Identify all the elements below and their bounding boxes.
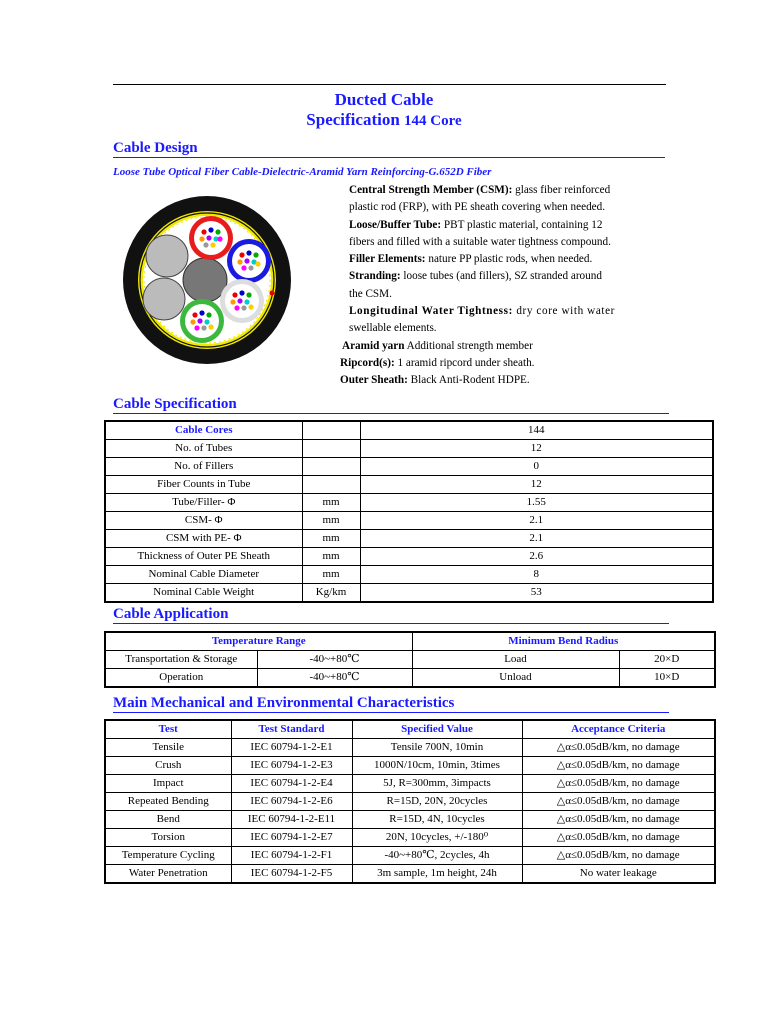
mech-cell: Tensile 700N, 10min xyxy=(352,739,522,757)
spec-value-cell: 2.1 xyxy=(360,512,713,530)
spec-value-cell: 2.1 xyxy=(360,530,713,548)
mech-cell: Torsion xyxy=(105,829,231,847)
spec-value-cell: 8 xyxy=(360,566,713,584)
mech-cell: IEC 60794-1-2-E4 xyxy=(231,775,352,793)
section-cable-design: Cable Design xyxy=(113,140,665,158)
mech-cell: R=15D, 20N, 20cycles xyxy=(352,793,522,811)
spec-param-cell: Tube/Filler- Φ xyxy=(105,494,302,512)
table-row xyxy=(105,566,713,584)
table-row xyxy=(105,829,715,847)
mech-cell: Water Penetration xyxy=(105,865,231,884)
desc-water-tightness: Longitudinal Water Tightness: dry core with water xyxy=(349,305,616,318)
header-temperature-range: Temperature Range xyxy=(105,632,412,651)
table-row xyxy=(105,757,715,775)
spec-unit-cell: Kg/km xyxy=(302,584,360,603)
table-row xyxy=(105,476,713,494)
mech-cell: IEC 60794-1-2-E11 xyxy=(231,811,352,829)
mech-cell: Bend xyxy=(105,811,231,829)
desc-stranding: Stranding: loose tubes (and fillers), SZ stranded around xyxy=(349,270,602,283)
table-row xyxy=(105,530,713,548)
spec-param-cell: No. of Fillers xyxy=(105,458,302,476)
mech-cell: IEC 60794-1-2-E1 xyxy=(231,739,352,757)
spec-value-cell: 12 xyxy=(360,476,713,494)
page-title: Ducted Cable xyxy=(334,90,434,109)
desc-csm: Central Strength Member (CSM): glass fiber reinforced xyxy=(349,184,611,196)
table-row xyxy=(105,494,713,512)
spec-unit-cell xyxy=(302,421,360,440)
mech-cell: Tensile xyxy=(105,739,231,757)
spec-param-cell: Cable Cores xyxy=(105,421,302,440)
mech-cell: Repeated Bending xyxy=(105,793,231,811)
header-specified-value: Specified Value xyxy=(352,720,522,739)
spec-param-cell: Nominal Cable Weight xyxy=(105,584,302,603)
application-header-row xyxy=(105,632,715,651)
mech-cell: -40~+80℃, 2cycles, 4h xyxy=(352,847,522,865)
spec-param-cell: No. of Tubes xyxy=(105,440,302,458)
header-test: Test xyxy=(105,720,231,739)
table-row xyxy=(105,811,715,829)
table-row xyxy=(105,793,715,811)
spec-unit-cell xyxy=(302,440,360,458)
desc-outer-sheath: Outer Sheath: Black Anti-Rodent HDPE. xyxy=(340,374,530,387)
mech-cell: Temperature Cycling xyxy=(105,847,231,865)
mech-cell: △α≤0.05dB/km, no damage xyxy=(522,793,715,811)
header-rule xyxy=(113,84,666,85)
desc-filler: Filler Elements: nature PP plastic rods, when needed. xyxy=(349,253,593,266)
spec-param-cell: CSM with PE- Φ xyxy=(105,530,302,548)
desc-aramid: Aramid yarn Additional strength member xyxy=(342,339,533,352)
mechanical-table xyxy=(104,719,716,884)
mech-cell: IEC 60794-1-2-F1 xyxy=(231,847,352,865)
spec-unit-cell: mm xyxy=(302,494,360,512)
header-acceptance-criteria: Acceptance Criteria xyxy=(522,720,715,739)
section-mechanical-characteristics: Main Mechanical and Environmental Characteristics xyxy=(113,695,669,713)
desc-buffer-tube: Loose/Buffer Tube: PBT plastic material, containing 12 xyxy=(349,218,603,231)
mech-cell: R=15D, 4N, 10cycles xyxy=(352,811,522,829)
spec-value-cell: 1.55 xyxy=(360,494,713,512)
header-test-standard: Test Standard xyxy=(231,720,352,739)
table-row xyxy=(105,584,713,603)
spec-value-cell: 0 xyxy=(360,458,713,476)
spec-unit-cell: mm xyxy=(302,512,360,530)
mech-cell: 1000N/10cm, 10min, 3times xyxy=(352,757,522,775)
spec-param-cell: Fiber Counts in Tube xyxy=(105,476,302,494)
spec-unit-cell: mm xyxy=(302,530,360,548)
table-row xyxy=(105,847,715,865)
spec-value-cell: 144 xyxy=(360,421,713,440)
spec-param-cell: Thickness of Outer PE Sheath xyxy=(105,548,302,566)
spec-param-cell: CSM- Φ xyxy=(105,512,302,530)
spec-value-cell: 12 xyxy=(360,440,713,458)
mech-cell: Impact xyxy=(105,775,231,793)
mech-cell: △α≤0.05dB/km, no damage xyxy=(522,775,715,793)
design-description: Central Strength Member (CSM): glass fiber reinforced plastic rod (FRP), with PE sheath covering when needed. Loose/Buffer Tube: PBT plastic material, containing 12 fibers and filled with a suitable water tightness compound. Filler Elements: nature PP plastic rods, when needed. Stranding: loose tubes (and fillers), SZ stranded around the CSM. Longitudinal Water Tightness: dry core with water swellable elements. Aramid yarn Additional strength member Ripcord(s): 1 aramid ripcord under sheath. Outer Sheath: Black Anti-Rodent HDPE. xyxy=(349,182,679,390)
header-min-bend-radius: Minimum Bend Radius xyxy=(412,632,715,651)
mech-cell: △α≤0.05dB/km, no damage xyxy=(522,757,715,775)
spec-value-cell: 53 xyxy=(360,584,713,603)
mech-cell: No water leakage xyxy=(522,865,715,884)
page-subtitle: Specification 144 Core xyxy=(306,110,462,129)
mech-cell: △α≤0.05dB/km, no damage xyxy=(522,811,715,829)
table-row xyxy=(105,458,713,476)
mech-cell: △α≤0.05dB/km, no damage xyxy=(522,847,715,865)
spec-table xyxy=(104,420,714,603)
table-row xyxy=(105,440,713,458)
mech-cell: IEC 60794-1-2-F5 xyxy=(231,865,352,884)
spec-param-cell: Nominal Cable Diameter xyxy=(105,566,302,584)
spec-value-cell: 2.6 xyxy=(360,548,713,566)
spec-unit-cell: mm xyxy=(302,566,360,584)
application-table xyxy=(104,631,716,688)
design-subtitle: Loose Tube Optical Fiber Cable-Dielectric-Aramid Yarn Reinforcing-G.652D Fiber xyxy=(113,166,492,178)
desc-ripcord: Ripcord(s): 1 aramid ripcord under sheath. xyxy=(340,356,535,369)
table-row xyxy=(105,775,715,793)
table-row xyxy=(105,548,713,566)
section-cable-specification: Cable Specification xyxy=(113,396,669,414)
spec-unit-cell xyxy=(302,476,360,494)
table-row: Operation -40~+80℃ Unload 10×D xyxy=(105,669,715,688)
table-row xyxy=(105,739,715,757)
mech-cell: 5J, R=300mm, 3impacts xyxy=(352,775,522,793)
mechanical-header-row xyxy=(105,720,715,739)
table-row: Transportation & Storage -40~+80℃ Load 20×D xyxy=(105,651,715,669)
table-row xyxy=(105,421,713,440)
spec-unit-cell xyxy=(302,458,360,476)
mech-cell: 20N, 10cycles, +/-180⁰ xyxy=(352,829,522,847)
table-row xyxy=(105,865,715,884)
mech-cell: Crush xyxy=(105,757,231,775)
spec-unit-cell: mm xyxy=(302,548,360,566)
mech-cell: IEC 60794-1-2-E6 xyxy=(231,793,352,811)
section-cable-application: Cable Application xyxy=(113,606,669,624)
mech-cell: △α≤0.05dB/km, no damage xyxy=(522,739,715,757)
mech-cell: IEC 60794-1-2-E3 xyxy=(231,757,352,775)
mech-cell: △α≤0.05dB/km, no damage xyxy=(522,829,715,847)
mech-cell: 3m sample, 1m height, 24h xyxy=(352,865,522,884)
mech-cell: IEC 60794-1-2-E7 xyxy=(231,829,352,847)
table-row xyxy=(105,512,713,530)
cable-cross-section-image xyxy=(122,195,292,365)
